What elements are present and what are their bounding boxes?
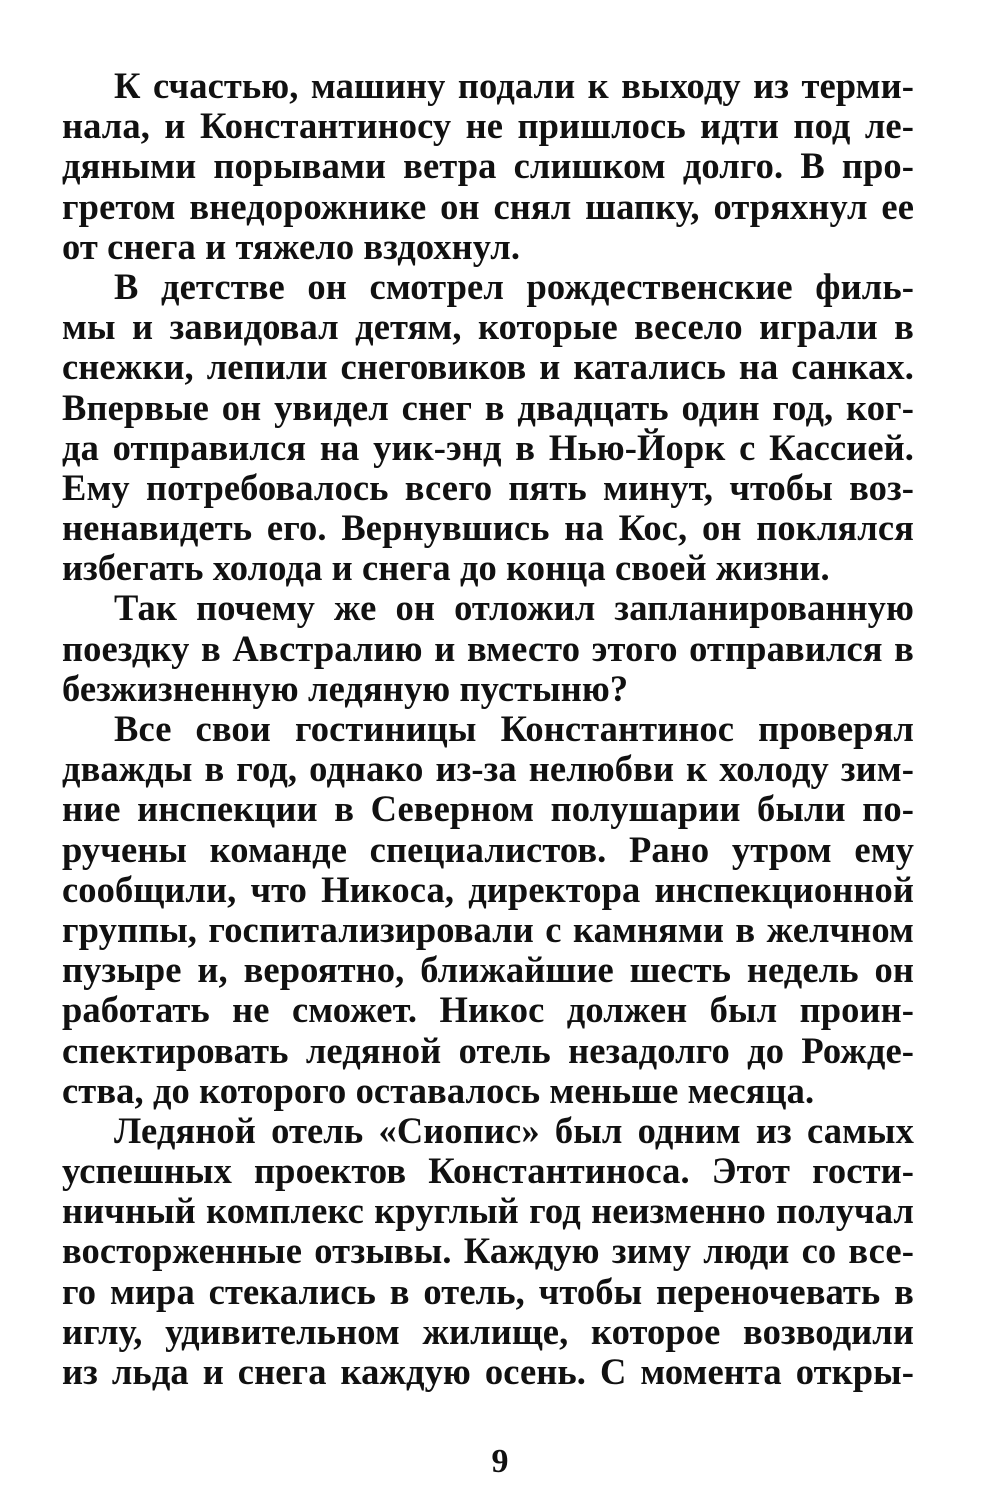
text-line: восторженные отзывы. Каждую зиму люди со все- xyxy=(62,1230,914,1272)
text-line: успешных проектов Константиноса. Этот гости- xyxy=(62,1150,914,1192)
text-line: Впервые он увидел снег в двадцать один год, ког- xyxy=(62,386,914,428)
page-number: 9 xyxy=(491,1443,509,1480)
text-line: В детстве он смотрел рождественские филь- xyxy=(114,265,914,307)
text-line: от снега и тяжело вздохнул. xyxy=(62,225,521,267)
body-text xyxy=(62,66,914,1392)
text-line: К счастью, машину подали к выходу из терми- xyxy=(114,65,914,106)
text-line: работать не сможет. Никос должен был проин- xyxy=(62,989,914,1031)
text-line: да отправился на уик-энд в Нью-Йорк с Кассией. xyxy=(62,426,914,468)
text-line: избегать холода и снега до конца своей жизни. xyxy=(62,547,830,589)
text-line: дяными порывами ветра слишком долго. В про- xyxy=(62,145,914,187)
text-line: иглу, удивительном жилище, которое возводили xyxy=(62,1310,914,1352)
text-line: ненавидеть его. Вернувшись на Кос, он поклялся xyxy=(62,507,914,549)
paragraph-1 xyxy=(62,66,914,267)
text-line: безжизненную ледяную пустыню? xyxy=(62,667,629,709)
text-line: из льда и снега каждую осень. С момента откры- xyxy=(62,1351,914,1392)
text-line: го мира стекались в отель, чтобы переночевать в xyxy=(62,1270,914,1312)
paragraph-2 xyxy=(62,267,914,589)
text-line: ничный комплекс круглый год неизменно получал xyxy=(62,1190,914,1232)
text-line: группы, госпитализировали с камнями в желчном xyxy=(62,908,914,950)
text-line: Ему потребовалось всего пять минут, чтобы воз- xyxy=(62,466,914,508)
text-line: пузыре и, вероятно, ближайшие шесть недель он xyxy=(62,949,914,991)
text-line: Так почему же он отложил запланированную xyxy=(114,587,914,629)
text-line: ние инспекции в Северном полушарии были по- xyxy=(62,788,914,830)
text-line: нала, и Константиносу не пришлось идти под ле- xyxy=(62,105,914,147)
paragraph-5 xyxy=(62,1111,914,1392)
paragraph-3 xyxy=(62,588,914,709)
text-line: сообщили, что Никоса, директора инспекционной xyxy=(62,868,914,910)
paragraph-4 xyxy=(62,709,914,1111)
text-line: снежки, лепили снеговиков и катались на санках. xyxy=(62,346,914,388)
text-line: ства, до которого оставалось меньше месяца. xyxy=(62,1069,815,1111)
text-line: дважды в год, однако из-за нелюбви к холоду зим- xyxy=(62,748,914,790)
text-line: поездку в Австралию и вместо этого отправился в xyxy=(62,627,914,669)
text-line: Ледяной отель «Сиопис» был одним из самых xyxy=(114,1109,914,1151)
text-line: ручены команде специалистов. Рано утром ему xyxy=(62,828,914,870)
text-line: спектировать ледяной отель незадолго до Рожде- xyxy=(62,1029,914,1071)
text-line: Все свои гостиницы Константинос проверял xyxy=(114,708,914,749)
text-line: гретом внедорожнике он снял шапку, отряхнул ее xyxy=(62,185,914,227)
text-line: мы и завидовал детям, которые весело играли в xyxy=(62,306,914,348)
